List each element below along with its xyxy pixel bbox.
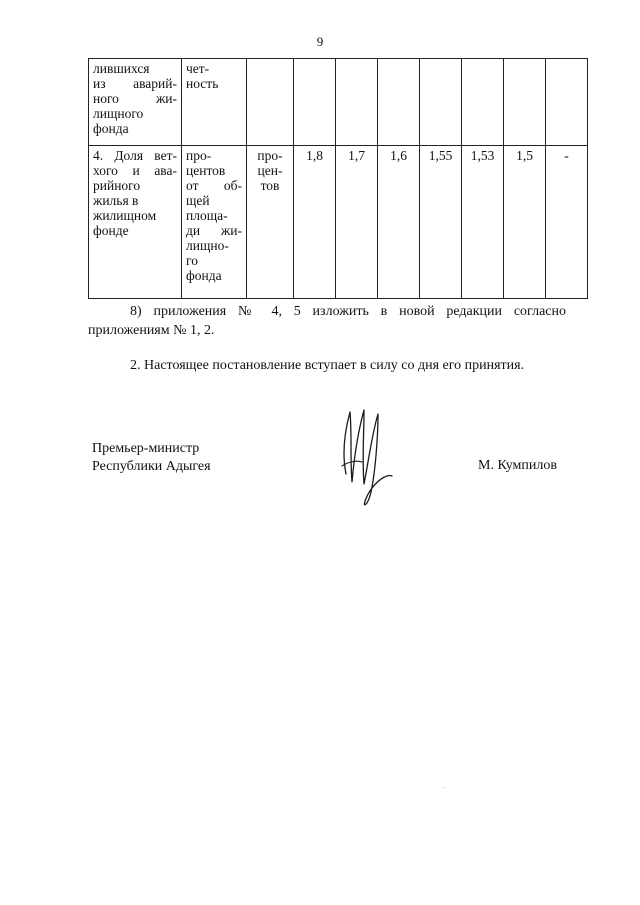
cell-line: от об- <box>186 178 242 193</box>
cell-line: фонда <box>186 268 222 283</box>
cell-line: площа- <box>186 208 228 223</box>
table-cell-value: 1,8 <box>294 146 336 299</box>
page-number: 9 <box>316 34 324 49</box>
handwritten-signature <box>336 404 396 516</box>
table-cell-value: - <box>546 146 588 299</box>
table-cell-value <box>336 59 378 146</box>
cell-line: фонда <box>93 121 129 136</box>
table-cell-value <box>504 59 546 146</box>
table-cell-measure <box>247 146 294 299</box>
table-row <box>89 59 588 146</box>
cell-line: лищно- <box>186 238 229 253</box>
cell-line: чет- <box>186 61 210 76</box>
cell-line: фонде <box>93 223 129 238</box>
signatory-title-line: Премьер-министр <box>92 441 200 456</box>
cell-line: ного жи- <box>93 91 177 106</box>
paragraph-amendment: 8) приложения № 4, 5 изложить в новой редакции согласно приложениям № 1, 2. <box>88 304 566 338</box>
table-cell-value: 1,5 <box>504 146 546 299</box>
paragraph-effective: 2. Настоящее постановление вступает в силу со дня его принятия. <box>130 358 525 373</box>
signatory-title <box>92 440 211 476</box>
cell-line: цен- <box>257 163 283 178</box>
cell-line: лищного <box>93 106 144 121</box>
table-cell-measure <box>247 59 294 146</box>
table-cell-value <box>294 59 336 146</box>
table-cell-unit <box>182 59 247 146</box>
cell-line: го <box>186 253 198 268</box>
table-row <box>89 146 588 299</box>
table-cell-value: 1,55 <box>420 146 462 299</box>
scan-speck <box>444 787 445 788</box>
indicator-table <box>88 58 588 299</box>
signatory-name: М. Кумпилов <box>478 458 557 473</box>
signatory-title-line: Республики Адыгея <box>92 459 211 474</box>
cell-line: жилищном <box>93 208 157 223</box>
cell-line: хого и ава- <box>93 163 177 178</box>
cell-line: тов <box>260 178 280 193</box>
cell-line: ди жи- <box>186 223 242 238</box>
cell-line: центов <box>186 163 226 178</box>
table-cell-value: 1,7 <box>336 146 378 299</box>
cell-line: щей <box>186 193 210 208</box>
table-cell-indicator <box>89 59 182 146</box>
table-cell-value <box>378 59 420 146</box>
table-cell-value <box>462 59 504 146</box>
table-cell-value <box>420 59 462 146</box>
table-cell-value: 1,6 <box>378 146 420 299</box>
cell-line: из аварий- <box>93 76 177 91</box>
table-cell-value: 1,53 <box>462 146 504 299</box>
cell-line: ность <box>186 76 219 91</box>
cell-line: рийного <box>93 178 141 193</box>
cell-line: 4. Доля вет- <box>93 148 177 163</box>
cell-line: лившихся <box>93 61 150 76</box>
cell-line: про- <box>186 148 212 163</box>
table-cell-unit <box>182 146 247 299</box>
cell-line: жилья в <box>93 193 139 208</box>
cell-line: про- <box>257 148 283 163</box>
table-cell-indicator <box>89 146 182 299</box>
table-cell-value <box>546 59 588 146</box>
